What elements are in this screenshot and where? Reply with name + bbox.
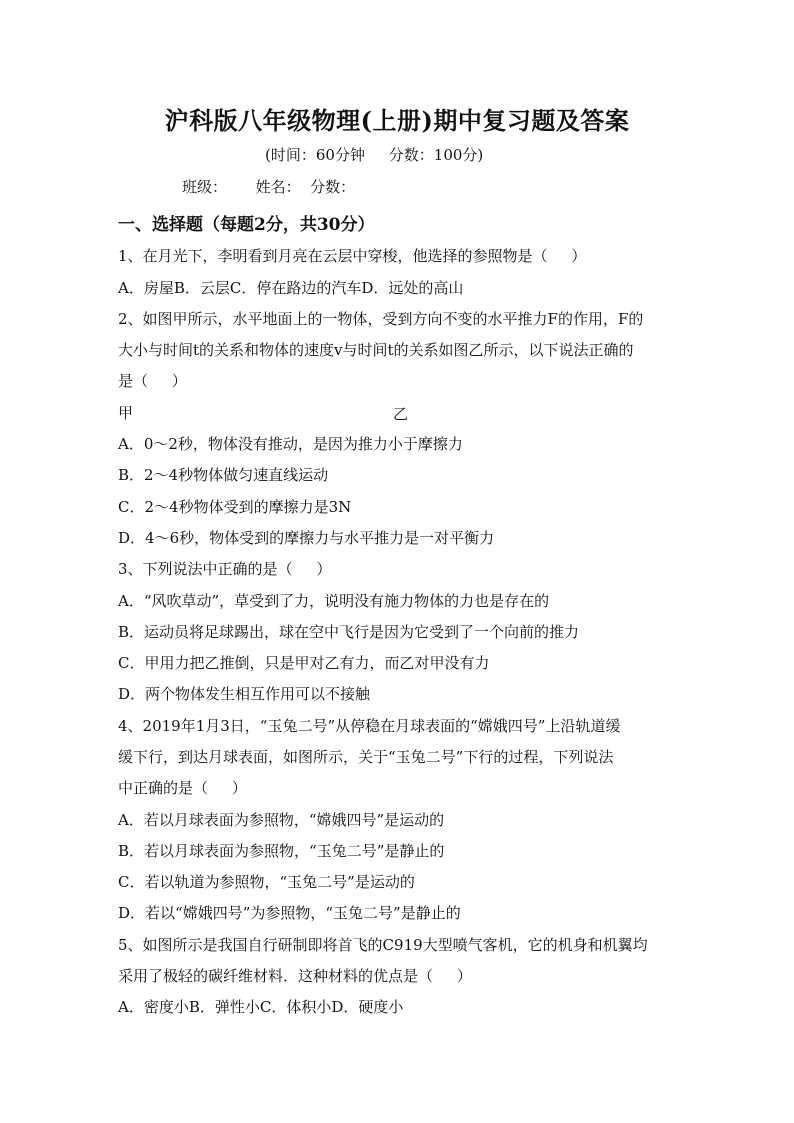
document-title: 沪科版八年级物理(上册)期中复习题及答案 [164,106,630,135]
question-5-options: A．密度小B．弹性小C．体积小D．硬度小 [118,998,404,1016]
question-3-stem: 3、下列说法中正确的是（ ） [118,560,332,578]
figure-label-jia: 甲 [118,404,134,422]
question-2-option-d: D．4～6秒，物体受到的摩擦力与水平推力是一对平衡力 [118,529,495,547]
question-4-option-d: D．若以“嫦娥四号”为参照物，“玉兔二号”是静止的 [118,904,461,922]
question-4-option-b: B．若以月球表面为参照物，“玉兔二号”是静止的 [118,842,445,860]
question-3-option-d: D．两个物体发生相互作用可以不接触 [118,685,371,703]
question-1-options: A．房屋B．云层C．停在路边的汽车D．远处的高山 [118,279,464,297]
question-4-option-a: A．若以月球表面为参照物，“嫦娥四号”是运动的 [118,811,445,829]
student-info-line: 班级： 姓名： 分数： [182,178,356,196]
question-4-stem-line3: 中正确的是（ ） [118,779,247,797]
question-3-option-b: B．运动员将足球踢出，球在空中飞行是因为它受到了一个向前的推力 [118,623,580,641]
question-5-stem-line1: 5、如图所示是我国自行研制即将首飞的C919大型喷气客机，它的机身和机翼均 [118,936,648,954]
question-2-stem-line2: 大小与时间t的关系和物体的速度v与时间t的关系如图乙所示，以下说法正确的 [118,341,634,359]
question-5-stem-line2: 采用了极轻的碳纤维材料．这种材料的优点是（ ） [118,967,472,985]
question-4-stem-line1: 4、2019年1月3日，“玉兔二号”从停稳在月球表面的“嫦娥四号”上沿轨道缓 [118,717,621,735]
question-2-stem-line1: 2、如图甲所示，水平地面上的一物体，受到方向不变的水平推力F的作用，F的 [118,310,644,328]
question-3-option-a: A．“风吹草动”，草受到了力，说明没有施力物体的力也是存在的 [118,592,550,610]
question-4-stem-line2: 缓下行，到达月球表面，如图所示，关于“玉兔二号”下行的过程，下列说法 [118,748,614,766]
question-2-option-b: B．2～4秒物体做匀速直线运动 [118,466,329,484]
question-2-option-c: C．2～4秒物体受到的摩擦力是3N [118,498,352,516]
question-1-stem: 1、在月光下，李明看到月亮在云层中穿梭，他选择的参照物是（ ） [118,247,587,265]
exam-time-score: (时间：60分钟 分数：100分) [265,146,484,164]
section-heading-choice: 一、选择题（每题2分，共30分） [118,215,375,235]
question-2-option-a: A．0～2秒，物体没有推动，是因为推力小于摩擦力 [118,435,463,453]
figure-label-yi: 乙 [393,405,409,423]
question-4-option-c: C．若以轨道为参照物，“玉兔二号”是运动的 [118,873,415,891]
question-2-stem-line3: 是（ ） [118,372,187,390]
question-3-option-c: C．甲用力把乙推倒，只是甲对乙有力，而乙对甲没有力 [118,654,490,672]
